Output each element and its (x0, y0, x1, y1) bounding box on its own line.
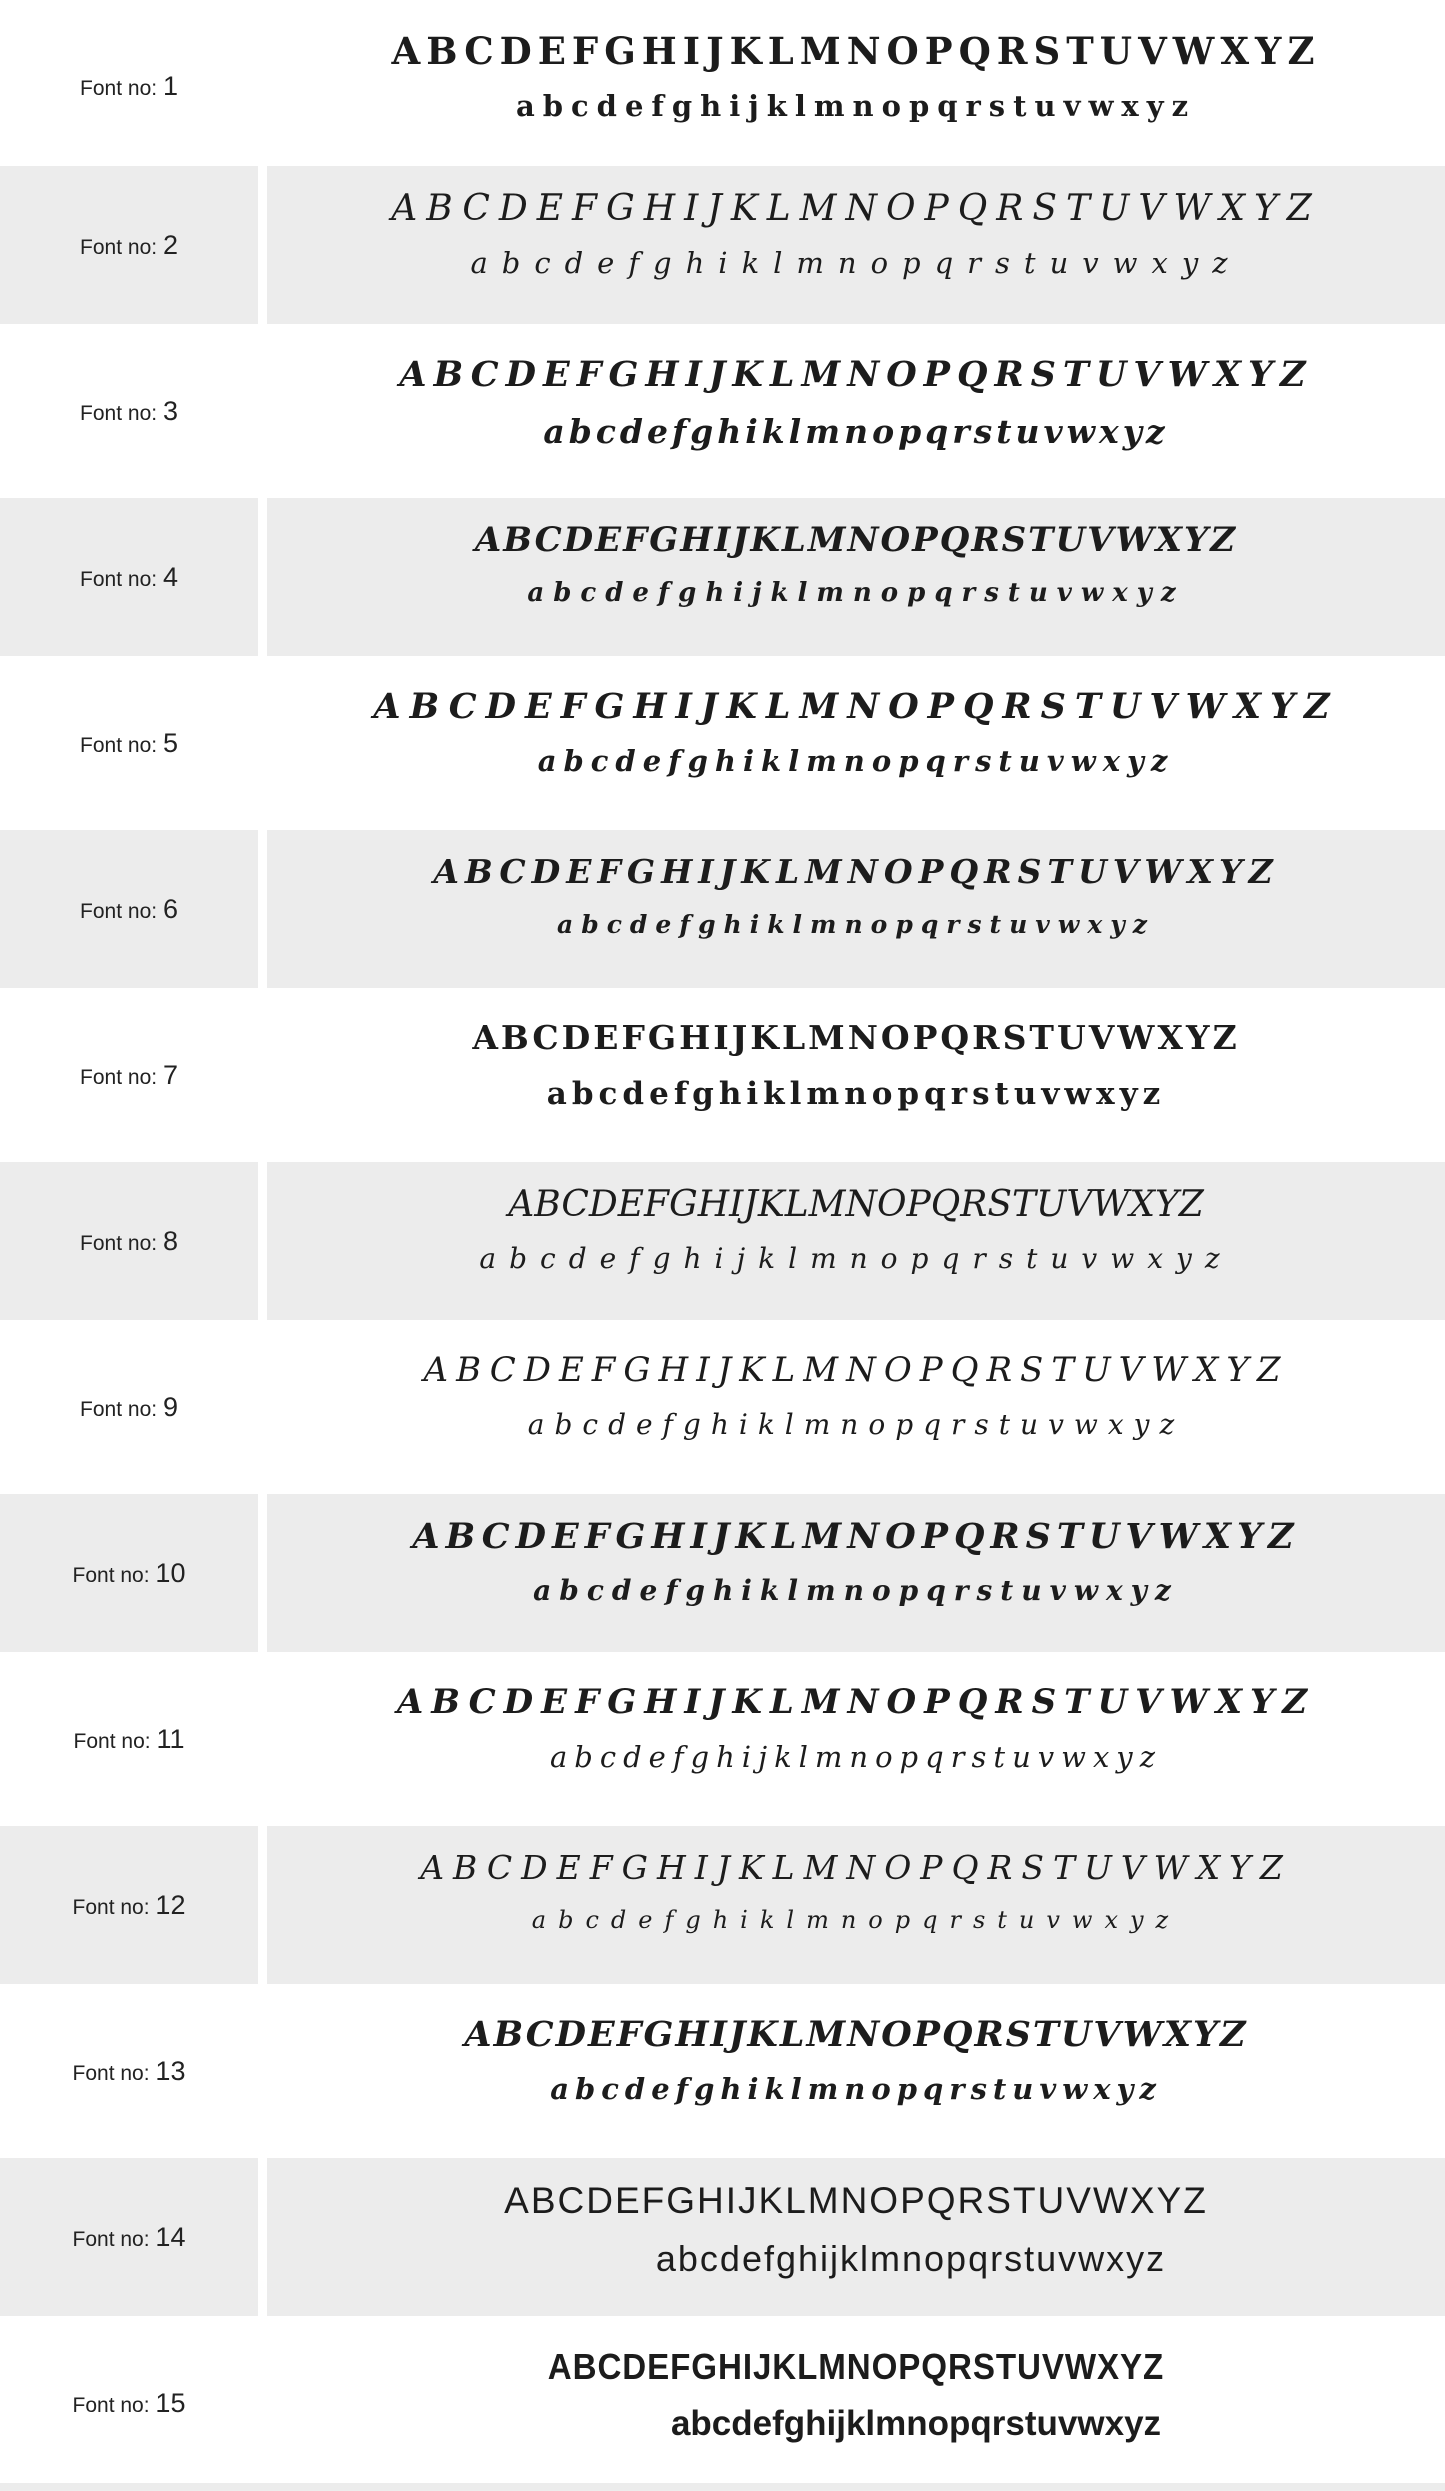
font-label-prefix: Font no: (73, 1729, 151, 1753)
font-number: 11 (156, 1723, 185, 1754)
font-sample-cell (267, 1826, 1445, 1984)
font-number: 9 (162, 1391, 178, 1422)
uppercase-sample: ABCDEFGHIJKLMNOPQRSTUVWXYZ (399, 354, 1313, 395)
font-number: 13 (155, 2055, 186, 2086)
uppercase-sample: ABCDEFGHIJKLMNOPQRSTUVWXYZ (373, 686, 1339, 727)
font-label (80, 728, 178, 759)
font-number: 12 (155, 1889, 186, 1920)
uppercase-sample: ABCDEFGHIJKLMNOPQRSTUVWXYZ (391, 29, 1321, 73)
uppercase-sample: ABCDEFGHIJKLMNOPQRSTUVWXYZ (474, 520, 1238, 560)
font-label-cell (0, 2158, 258, 2316)
font-label-prefix: Font no: (72, 2227, 150, 2251)
font-sample-cell (267, 1494, 1445, 1652)
uppercase-sample: ABCDEFGHIJKLMNOPQRSTUVWXYZ (423, 1350, 1289, 1390)
font-row-9 (0, 1328, 1445, 1486)
uppercase-sample: ABCDEFGHIJKLMNOPQRSTUVWXYZ (391, 188, 1321, 229)
font-label-prefix: Font no: (80, 401, 158, 425)
font-label-prefix: Font no: (72, 1895, 150, 1919)
font-label (74, 1724, 185, 1755)
font-number: 1 (162, 70, 178, 101)
font-sample-cell (267, 830, 1445, 988)
font-label (80, 894, 178, 925)
lowercase-sample: abcdefghiklmnopqrstuvwxyz (543, 412, 1169, 451)
font-sample-cell (267, 2324, 1445, 2482)
font-row-15 (0, 2324, 1445, 2482)
lowercase-sample: abcdefghijklmnopqrstuvwxyz (479, 1242, 1233, 1275)
font-label-cell (0, 7, 258, 165)
font-number: 5 (162, 727, 178, 758)
font-number: 8 (162, 1225, 178, 1256)
lowercase-sample: abcdefghijklmnopqrstuvwxyz (550, 1740, 1162, 1774)
font-label (80, 1392, 178, 1423)
font-sample-cell (267, 498, 1445, 656)
font-sample-cell (267, 1328, 1445, 1486)
font-label-cell (0, 996, 258, 1154)
font-sample-cell (267, 332, 1445, 490)
lowercase-sample: abcdefghiklmnopqrstuvwxyz (546, 1076, 1166, 1112)
font-row-3 (0, 332, 1445, 490)
uppercase-sample: ABCDEFGHIJKLMNOPQRSTUVWXYZ (420, 1848, 1292, 1887)
lowercase-sample: abcdefghiklmnopqrstuvwxyz (537, 744, 1175, 778)
font-row-11 (0, 1660, 1445, 1818)
lowercase-sample: abcdefghijklmnopqrstuvwxyz (655, 2238, 1167, 2279)
font-label (80, 1226, 178, 1257)
font-label-cell (0, 2324, 258, 2482)
font-sample-cell (267, 7, 1445, 165)
font-label-cell (0, 830, 258, 988)
lowercase-sample: abcdefghiklmnopqrstuvwxyz (557, 910, 1155, 939)
font-label-prefix: Font no: (80, 733, 158, 757)
font-sample-cell (267, 1992, 1445, 2150)
font-label (80, 230, 178, 261)
lowercase-sample: abcdefghijklmnopqrstuvwxyz (670, 2404, 1162, 2443)
font-number: 4 (162, 561, 178, 592)
font-label-cell (0, 1328, 258, 1486)
lowercase-sample: abcdefghiklmnopqrstuvwxyz (531, 1906, 1181, 1934)
font-label-prefix: Font no: (80, 1397, 158, 1421)
font-label-cell (0, 1660, 258, 1818)
font-label-cell (0, 664, 258, 822)
lowercase-sample: abcdefghiklmnopqrstuvwxyz (533, 1574, 1179, 1607)
font-label (73, 2056, 186, 2087)
font-label (80, 562, 178, 593)
font-row-1 (0, 7, 1445, 165)
font-number: 15 (155, 2387, 186, 2418)
font-sample-cell (267, 664, 1445, 822)
font-number: 6 (162, 893, 178, 924)
font-row-4 (0, 498, 1445, 656)
font-label-prefix: Font no: (80, 76, 158, 100)
font-label-cell (0, 166, 258, 324)
font-sample-cell (267, 996, 1445, 1154)
font-label-prefix: Font no: (72, 1563, 150, 1587)
lowercase-sample: abcdefghiklmnopqrstuvwxyz (527, 1408, 1185, 1441)
font-label-cell (0, 1494, 258, 1652)
font-row-13 (0, 1992, 1445, 2150)
font-sample-cell (267, 1162, 1445, 1320)
font-number: 14 (155, 2221, 186, 2252)
font-sample-cell (267, 2158, 1445, 2316)
font-label (80, 71, 178, 102)
font-row-2 (0, 166, 1445, 324)
font-label-prefix: Font no: (80, 1065, 158, 1089)
font-label-cell (0, 1162, 258, 1320)
font-label (80, 1060, 178, 1091)
font-row-5 (0, 664, 1445, 822)
font-row-8 (0, 1162, 1445, 1320)
font-row-14 (0, 2158, 1445, 2316)
uppercase-sample: ABCDEFGHIJKLMNOPQRSTUVWXYZ (412, 1516, 1300, 1557)
bottom-divider (0, 2483, 1445, 2491)
font-sample-cell (267, 166, 1445, 324)
font-label-prefix: Font no: (80, 567, 158, 591)
font-row-12 (0, 1826, 1445, 1984)
font-row-10 (0, 1494, 1445, 1652)
font-label-cell (0, 1992, 258, 2150)
uppercase-sample: ABCDEFGHIJKLMNOPQRSTUVWXYZ (464, 2014, 1248, 2055)
font-row-7 (0, 996, 1445, 1154)
font-label (80, 396, 178, 427)
lowercase-sample: abcdefghiklmnopqrstuvwxyz (550, 2072, 1162, 2106)
font-number: 10 (155, 1557, 186, 1588)
font-label-prefix: Font no: (80, 1231, 158, 1255)
font-number: 3 (162, 395, 178, 426)
uppercase-sample: ABCDEFGHIJKLMNOPQRSTUVWXYZ (396, 1682, 1316, 1722)
lowercase-sample: abcdefghijklmnopqrstuvwxyz (527, 578, 1185, 608)
uppercase-sample: ABCDEFGHIJKLMNOPQRSTUVWXYZ (504, 2180, 1208, 2221)
font-label (73, 2222, 186, 2253)
uppercase-sample: ABCDEFGHIJKLMNOPQRSTUVWXYZ (547, 2346, 1165, 2387)
font-number: 7 (162, 1059, 178, 1090)
font-label (73, 1558, 186, 1589)
font-sample-cell (267, 1660, 1445, 1818)
font-label-cell (0, 498, 258, 656)
font-number: 2 (162, 229, 178, 260)
font-label (73, 1890, 186, 1921)
uppercase-sample: ABCDEFGHIJKLMNOPQRSTUVWXYZ (472, 1018, 1240, 1057)
font-label-prefix: Font no: (72, 2393, 150, 2417)
font-label-prefix: Font no: (80, 899, 158, 923)
font-label-prefix: Font no: (80, 235, 158, 259)
font-label (73, 2388, 186, 2419)
font-label-cell (0, 1826, 258, 1984)
font-label-cell (0, 332, 258, 490)
uppercase-sample: ABCDEFGHIJKLMNOPQRSTUVWXYZ (433, 852, 1279, 891)
lowercase-sample: abcdefghiklmnopqrstuvwxyz (470, 246, 1242, 280)
uppercase-sample: ABCDEFGHIJKLMNOPQRSTUVWXYZ (508, 1184, 1204, 1225)
font-row-6 (0, 830, 1445, 988)
font-label-prefix: Font no: (72, 2061, 150, 2085)
lowercase-sample: abcdefghijklmnopqrstuvwxyz (515, 89, 1197, 123)
